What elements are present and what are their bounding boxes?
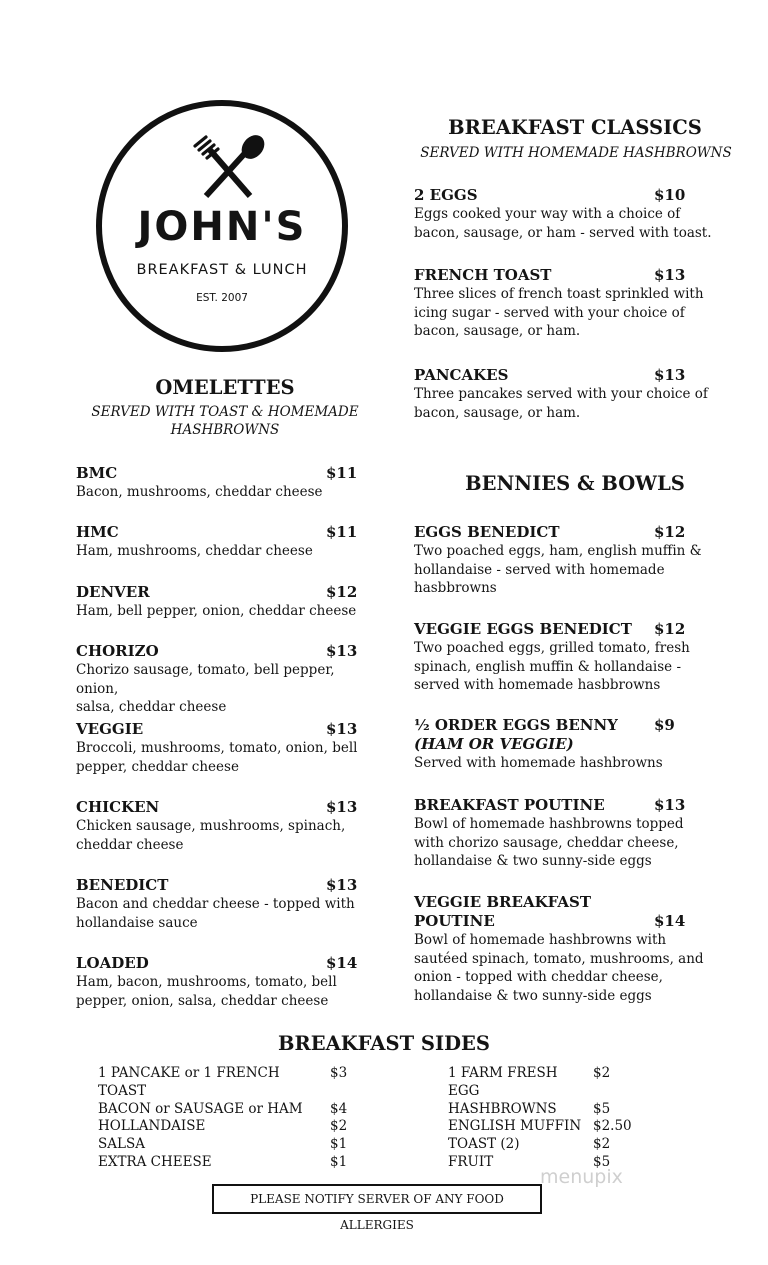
item-description: Bacon, mushrooms, cheddar cheese xyxy=(76,484,323,500)
menu-item xyxy=(76,523,370,561)
item-description: spinach, english muffin & hollandaise - xyxy=(414,658,682,675)
side-price: $2.50 xyxy=(593,1118,632,1135)
menu-item xyxy=(414,620,744,695)
bennies-bowls-title: BENNIES & BOWLS xyxy=(465,472,685,495)
side-price: $4 xyxy=(330,1100,348,1117)
menu-item xyxy=(76,720,370,776)
item-price: $11 xyxy=(326,464,358,482)
restaurant-tagline: BREAKFAST & LUNCH xyxy=(136,262,308,278)
item-name: CHICKEN xyxy=(76,798,160,816)
side-name: BACON or SAUSAGE or HAM xyxy=(98,1100,303,1117)
fork-spoon-icon xyxy=(192,134,268,202)
menu-item xyxy=(76,876,370,932)
menu-item xyxy=(414,186,744,242)
sides-right-list xyxy=(448,1065,632,1172)
item-price: $13 xyxy=(326,798,358,816)
side-price: $3 xyxy=(330,1065,348,1081)
side-item xyxy=(98,1118,347,1136)
item-description: pepper, onion, salsa, cheddar cheese xyxy=(76,992,329,1009)
item-description: Chorizo sausage, tomato, bell pepper, onion, xyxy=(76,662,335,697)
item-description: served with homemade hasbbrowns xyxy=(414,677,661,693)
item-price: $9 xyxy=(654,716,675,734)
menu-item xyxy=(414,893,744,1005)
side-item xyxy=(448,1065,632,1101)
menu-item xyxy=(414,266,744,341)
item-price: $13 xyxy=(326,720,358,738)
item-description: cheddar cheese xyxy=(76,836,184,853)
item-name: HMC xyxy=(76,523,119,541)
established-year: EST. 2007 xyxy=(196,292,248,304)
menu-item xyxy=(414,796,744,871)
item-description: Ham, bell pepper, onion, cheddar cheese xyxy=(76,603,357,619)
side-item xyxy=(98,1154,347,1172)
side-name: 1 FARM FRESH EGG xyxy=(448,1065,558,1099)
item-description: with chorizo sausage, cheddar cheese, xyxy=(414,834,679,851)
item-description: salsa, cheddar cheese xyxy=(76,699,227,715)
side-item xyxy=(98,1136,347,1154)
item-name: EGGS BENEDICT xyxy=(414,523,560,541)
item-description: onion - topped with cheddar cheese, xyxy=(414,969,663,985)
side-item xyxy=(448,1118,632,1136)
item-price: $13 xyxy=(326,876,358,894)
side-item xyxy=(98,1065,347,1101)
menupix-watermark: menupix xyxy=(540,1166,623,1188)
item-description: Ham, mushrooms, cheddar cheese xyxy=(76,543,313,559)
item-description: Bowl of homemade hashbrowns with xyxy=(414,932,667,948)
item-name: BREAKFAST POUTINE xyxy=(414,796,605,814)
side-price: $2 xyxy=(593,1136,611,1153)
item-name: BENEDICT xyxy=(76,876,169,894)
item-price: $10 xyxy=(654,186,686,204)
item-name: CHORIZO xyxy=(76,642,159,660)
item-description: bacon, sausage, or ham. xyxy=(414,404,581,421)
item-price: $12 xyxy=(654,620,686,638)
side-name: EXTRA CHEESE xyxy=(98,1153,212,1170)
item-description: Chicken sausage, mushrooms, spinach, xyxy=(76,818,346,834)
item-name: VEGGIE EGGS BENEDICT xyxy=(414,620,632,638)
side-price: $1 xyxy=(330,1153,348,1170)
item-price: $13 xyxy=(654,266,686,284)
side-name: TOAST (2) xyxy=(448,1136,520,1153)
item-price: $14 xyxy=(326,954,358,972)
item-name: PANCAKES xyxy=(414,366,509,384)
side-name: HASHBROWNS xyxy=(448,1100,557,1117)
item-description: hollandaise & two sunny-side eggs xyxy=(414,987,652,1004)
breakfast-classics-title: BREAKFAST CLASSICS xyxy=(448,116,702,139)
side-name: HOLLANDAISE xyxy=(98,1118,206,1135)
breakfast-classics-subtitle: SERVED WITH HOMEMADE HASHBROWNS xyxy=(420,145,732,161)
menu-item xyxy=(76,583,370,621)
item-description: icing sugar - served with your choice of xyxy=(414,304,685,321)
restaurant-logo xyxy=(96,100,348,352)
menu-item xyxy=(76,798,370,854)
side-name: ENGLISH MUFFIN xyxy=(448,1118,582,1135)
breakfast-sides-title: BREAKFAST SIDES xyxy=(278,1032,490,1055)
side-item xyxy=(448,1136,632,1154)
allergy-notice: PLEASE NOTIFY SERVER OF ANY FOOD ALLERGIES xyxy=(212,1184,542,1214)
menu-item xyxy=(414,523,744,598)
item-price: $13 xyxy=(654,366,686,384)
side-price: $2 xyxy=(330,1118,348,1135)
omelettes-title: OMELETTES xyxy=(155,376,295,399)
item-note: (HAM OR VEGGIE) xyxy=(414,735,574,753)
side-name: 1 PANCAKE or 1 FRENCH TOAST xyxy=(98,1065,280,1099)
menu-item xyxy=(414,716,744,773)
item-price: $12 xyxy=(326,583,358,601)
menu-item xyxy=(414,366,744,422)
menu-item xyxy=(76,464,370,502)
item-description: Three slices of french toast sprinkled with xyxy=(414,286,704,302)
item-name: FRENCH TOAST xyxy=(414,266,552,284)
item-description: Three pancakes served with your choice of xyxy=(414,386,708,402)
item-name: ½ ORDER EGGS BENNY xyxy=(414,716,618,734)
item-name: 2 EGGS xyxy=(414,186,478,204)
item-description: sautéed spinach, tomato, mushrooms, and xyxy=(414,950,704,967)
side-item xyxy=(98,1101,347,1119)
item-price: $14 xyxy=(654,912,686,930)
side-price: $1 xyxy=(330,1136,348,1153)
item-description: Ham, bacon, mushrooms, tomato, bell xyxy=(76,974,337,990)
item-name: LOADED xyxy=(76,954,149,972)
sides-left-list xyxy=(98,1065,347,1172)
item-name: DENVER xyxy=(76,583,150,601)
restaurant-name: JOHN'S xyxy=(137,204,307,250)
item-description: Served with homemade hashbrowns xyxy=(414,755,663,771)
side-name: SALSA xyxy=(98,1136,145,1153)
item-description: hollandaise sauce xyxy=(76,914,198,931)
omelettes-subtitle-line1: SERVED WITH TOAST & HOMEMADE xyxy=(91,404,359,420)
side-name: FRUIT xyxy=(448,1153,494,1170)
item-description: pepper, cheddar cheese xyxy=(76,758,239,775)
item-description: hasbbrowns xyxy=(414,580,497,596)
side-item xyxy=(448,1101,632,1119)
item-price: $13 xyxy=(326,642,358,660)
item-name: POUTINE xyxy=(414,912,495,930)
side-price: $5 xyxy=(593,1153,611,1170)
item-description: bacon, sausage, or ham - served with toast. xyxy=(414,224,712,241)
omelettes-subtitle-line2: HASHBROWNS xyxy=(170,422,280,438)
item-price: $11 xyxy=(326,523,358,541)
item-description: hollandaise - served with homemade xyxy=(414,561,665,578)
item-price: $12 xyxy=(654,523,686,541)
item-description: bacon, sausage, or ham. xyxy=(414,323,581,339)
item-description: Broccoli, mushrooms, tomato, onion, bell xyxy=(76,740,358,756)
menu-item xyxy=(76,954,370,1010)
item-description: hollandaise & two sunny-side eggs xyxy=(414,853,652,869)
item-price: $13 xyxy=(654,796,686,814)
item-description: Eggs cooked your way with a choice of xyxy=(414,206,681,222)
side-price: $5 xyxy=(593,1100,611,1117)
item-description: Two poached eggs, ham, english muffin & xyxy=(414,543,702,559)
side-price: $2 xyxy=(593,1065,611,1081)
item-name: VEGGIE xyxy=(76,720,144,738)
item-name: VEGGIE BREAKFAST xyxy=(414,893,592,911)
item-description: Bowl of homemade hashbrowns topped xyxy=(414,816,684,832)
item-description: Two poached eggs, grilled tomato, fresh xyxy=(414,640,690,656)
menu-item xyxy=(76,642,370,717)
item-name: BMC xyxy=(76,464,118,482)
item-description: Bacon and cheddar cheese - topped with xyxy=(76,896,355,912)
